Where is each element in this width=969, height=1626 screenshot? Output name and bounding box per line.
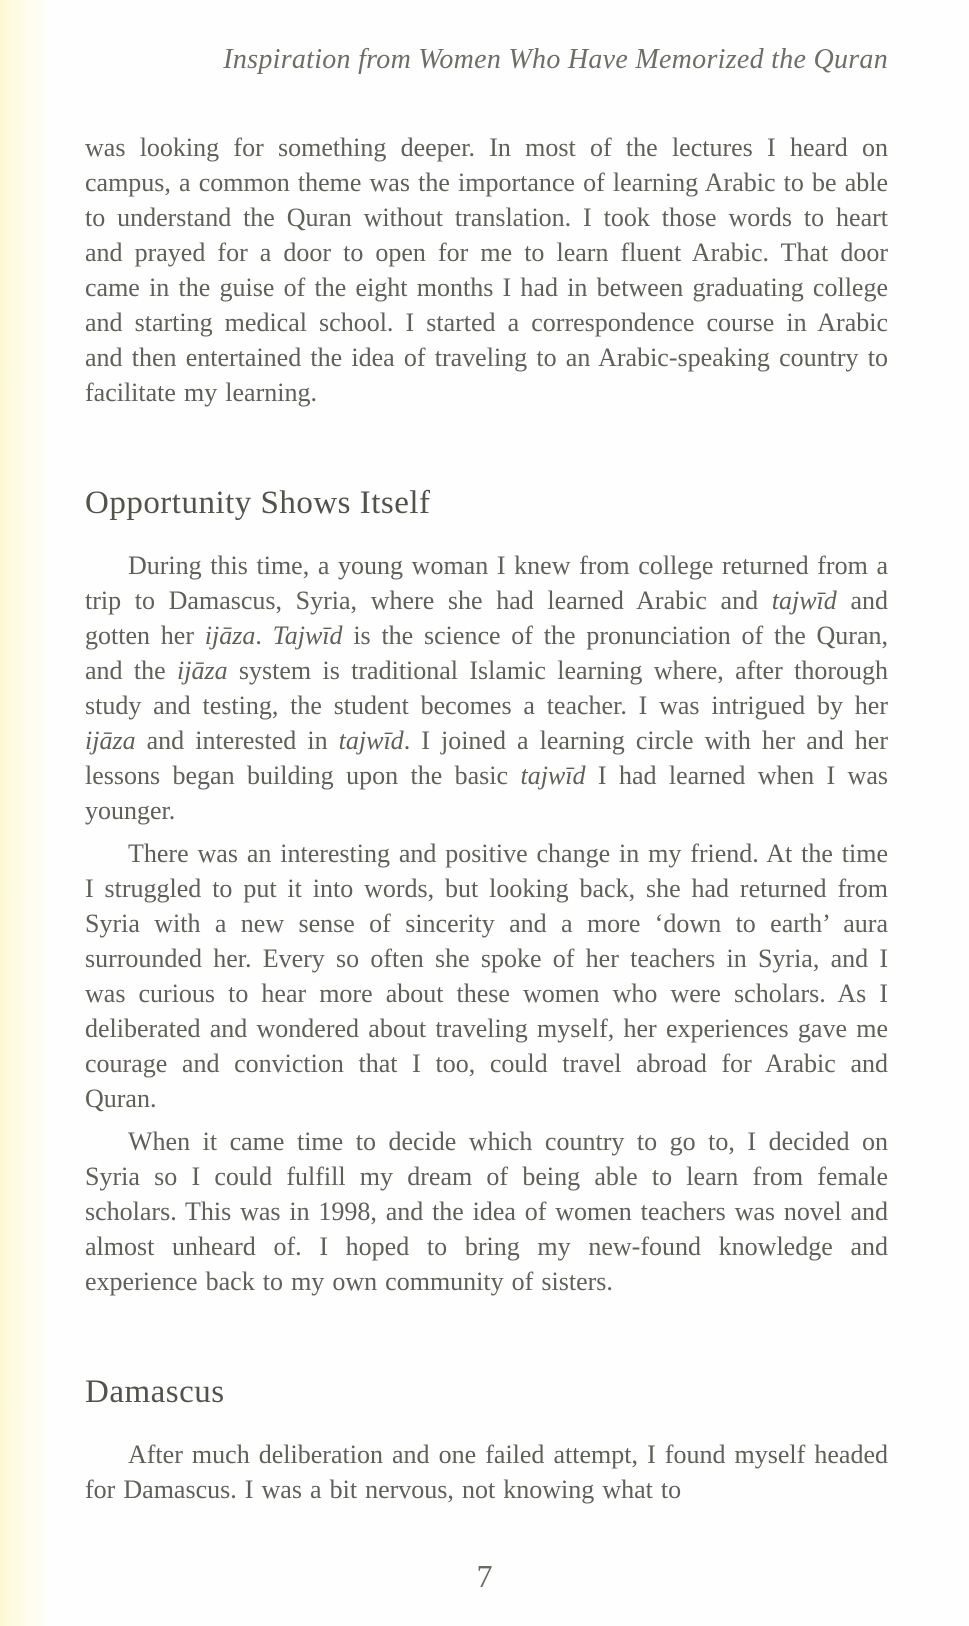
text-run: After much deliberation and one failed attempt, I found myself headed for Damascus. I was a bit nervous, not knowing what to: [85, 1440, 888, 1504]
italic-term: ijāza: [204, 621, 256, 650]
italic-term: tajwīd: [771, 586, 837, 615]
body-paragraph: [85, 1437, 888, 1507]
text-run: was looking for something deeper. In most of the lectures I heard on campus, a common theme was the importance of learning Arabic to be able to understand the Quran without translation. I took those words to heart and prayed for a door to open for me to learn fluent Arabic. That door came in the guise of the eight months I had in between graduating college and starting medical school. I started a correspondence course in Arabic and then entertained the idea of traveling to an Arabic-speaking country to facilitate my learning.: [85, 133, 888, 407]
italic-term: ijāza: [85, 726, 136, 755]
italic-term: Tajwīd: [272, 621, 343, 650]
text-run: system is traditional Islamic learning where, after thorough study and testing, the student becomes a teacher. I was intrigued by her: [85, 656, 888, 720]
text-run: .: [255, 621, 273, 650]
text-run: and interested in: [135, 726, 339, 755]
text-run: When it came time to decide which country to go to, I decided on Syria so I could fulfill my dream of being able to learn from female scholars. This was in 1998, and the idea of women teachers was novel and almost unheard of. I hoped to bring my new-found knowledge and experience back to my own community of sisters.: [85, 1127, 888, 1296]
text-run: There was an interesting and positive change in my friend. At the time I struggled to put it into words, but looking back, she had returned from Syria with a new sense of sincerity and a more ‘down to earth’ aura surrounded her. Every so often she spoke of her teachers in Syria, and I was curious to hear more about these women who were scholars. As I deliberated and wondered about traveling myself, her experiences gave me courage and conviction that I too, could travel abroad for Arabic and Quran.: [85, 839, 888, 1113]
section-heading-opportunity: Opportunity Shows Itself: [85, 485, 431, 521]
page-edge-gutter: [0, 0, 60, 1626]
body-paragraph: [85, 130, 888, 410]
section-heading-damascus: Damascus: [85, 1374, 225, 1410]
content-sections: [85, 130, 888, 1507]
text-block: [85, 0, 888, 1507]
text-run: During this time, a young woman I knew from college returned from a trip to Damascus, Syria, where she had learned Arabic and: [85, 551, 888, 615]
running-header: Inspiration from Women Who Have Memorized the Quran: [223, 44, 888, 75]
text-run: is the science of the pronunciation of the Quran, and the: [85, 621, 889, 685]
italic-term: tajwīd: [338, 726, 404, 755]
body-paragraph: [85, 836, 888, 1116]
text-run: I had learned when I was younger.: [85, 761, 888, 825]
text-run: . I joined a learning circle with her and her lessons began building upon the basic: [85, 726, 889, 790]
body-paragraph: [85, 1124, 888, 1299]
page-number: 7: [476, 1558, 493, 1594]
italic-term: ijāza: [177, 656, 228, 685]
text-run: and gotten her: [85, 586, 888, 650]
italic-term: tajwīd: [520, 761, 586, 790]
body-paragraph: [85, 548, 888, 828]
